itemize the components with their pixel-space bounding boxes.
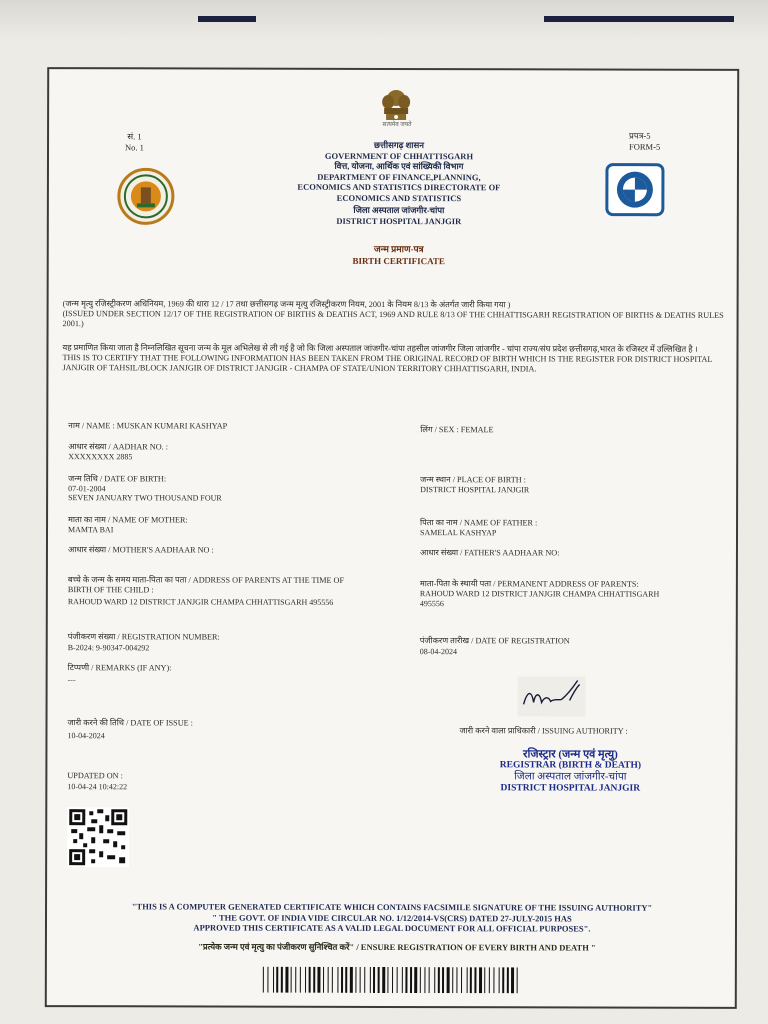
certification-english: THIS IS TO CERTIFY THAT THE FOLLOWING INFORMATION HAS BEEN TAKEN FROM THE ORIGINAL RECORD OF BIRTH WHICH IS THE REGISTER FOR DISTRICT HOSPITAL JANJGIR OF TAHSIL/BLOCK JANJGIR OF DISTRICT JANJGIR - CHAMPA OF STATE/UNION TERRITORY CHHATTISGARH, INDIA.: [62, 353, 713, 374]
aadhar-label: आधार संख्या / AADHAR NO. :: [68, 442, 168, 452]
registration-number-label: पंजीकरण संख्या / REGISTRATION NUMBER:: [67, 632, 220, 642]
remarks-label: टिप्पणी / REMARKS (IF ANY):: [67, 663, 172, 673]
name-field: नाम / NAME : MUSKAN KUMARI KASHYAP: [68, 421, 228, 431]
qr-code-image: [67, 807, 129, 867]
registrar-stamp: [455, 748, 685, 795]
background-edge: [198, 16, 256, 22]
permanent-address-label: माता-पिता के स्थायी पता / PERMANENT ADDRESS OF PARENTS:: [419, 579, 639, 589]
footer-note-line: " THE GOVT. OF INDIA VIDE CIRCULAR NO. 1/12/2014-VS(CRS) DATED 27-JULY-2015 HAS: [212, 912, 572, 923]
issue-date-value: 10-04-2024: [67, 731, 105, 741]
issuing-department-header: [249, 140, 549, 227]
permanent-address-value: RAHOUD WARD 12 DISTRICT JANJGIR CHAMPA CHHATTISGARH: [419, 589, 660, 599]
form-number-hindi: प्रपत्र-5: [629, 130, 651, 141]
stamp-line: REGISTRAR (BIRTH & DEATH): [499, 760, 642, 771]
serial-number: [125, 131, 144, 153]
footer-note-line: "THIS IS A COMPUTER GENERATED CERTIFICATE WHICH CONTAINS FACSIMILE SIGNATURE OF THE ISSUING AUTHORITY": [131, 901, 653, 913]
stamp-line: DISTRICT HOSPITAL JANJGIR: [500, 783, 641, 794]
background-edge: [544, 16, 734, 22]
mother-name-value: MAMTA BAI: [68, 525, 114, 535]
header-line: ECONOMICS AND STATISTICS: [336, 192, 462, 203]
serial-number-english: No. 1: [125, 142, 144, 153]
footer-note-line: APPROVED THIS CERTIFICATE AS A VALID LEGAL DOCUMENT FOR ALL OFFICIAL PURPOSES".: [193, 922, 591, 934]
stamp-line: जिला अस्पताल जांजगीर-चांपा: [514, 771, 627, 783]
birth-address-label-line: BIRTH OF THE CHILD :: [67, 585, 154, 595]
form-number: [629, 131, 660, 153]
issued-under-english: (ISSUED UNDER SECTION 12/17 OF THE REGISTRATION OF BIRTHS & DEATHS ACT, 1969 AND RULE 8/13 OF THE CHHATTISGARH REGISTRATION OF BIRTHS & DEATHS RULES 2001.): [62, 309, 724, 329]
aadhar-value: XXXXXXXX 2885: [68, 452, 133, 462]
header-line: छत्तीसगढ़ शासन: [374, 139, 424, 151]
header-line: ECONOMICS AND STATISTICS DIRECTORATE OF: [297, 181, 501, 193]
birth-address-label: [68, 575, 344, 596]
header-line: GOVERNMENT OF CHHATTISGARH: [324, 150, 474, 161]
dob-label: जन्म तिथि / DATE OF BIRTH:: [68, 474, 167, 484]
birth-address-label-line: बच्चे के जन्म के समय माता-पिता का पता / ADDRESS OF PARENTS AT THE TIME OF: [67, 575, 345, 585]
registration-number-value: B-2024: 9-90347-004292: [67, 643, 150, 653]
mother-name-label: माता का नाम / NAME OF MOTHER:: [68, 515, 188, 525]
updated-value: 10-04-24 10:42:22: [67, 782, 128, 792]
crs-logo-icon: [605, 163, 665, 217]
certificate-title-hindi: जन्म प्रमाण-पत्र: [373, 243, 424, 255]
pob-value: DISTRICT HOSPITAL JANJGIR: [420, 485, 530, 495]
serial-number-hindi: सं. 1: [127, 131, 142, 142]
header-line: DEPARTMENT OF FINANCE,PLANNING,: [317, 171, 481, 182]
certificate-title-english: BIRTH CERTIFICATE: [352, 255, 445, 267]
signature-image: [518, 676, 586, 716]
ensure-registration-slogan: "प्रत्येक जन्म एवं मृत्यु का पंजीकरण सुनिश्चित करें" / ENSURE REGISTRATION OF EVERY BIRTH AND DEATH ": [198, 941, 596, 953]
birth-address-value: RAHOUD WARD 12 DISTRICT JANJGIR CHAMPA CHHATTISGARH 495556: [67, 597, 334, 607]
father-name-value: SAMELAL KASHYAP: [420, 528, 497, 538]
sex-field: लिंग / SEX : FEMALE: [420, 425, 494, 435]
stamp-line: रजिस्ट्रार (जन्म एवं मृत्यु): [522, 748, 618, 761]
pob-label: जन्म स्थान / PLACE OF BIRTH :: [420, 475, 526, 485]
emblem-caption: सत्यमेव जयते: [382, 121, 412, 129]
certification-paragraph: [62, 343, 732, 375]
issuing-authority-label: जारी करने वाला प्राधिकारी / ISSUING AUTHORITY :: [459, 726, 628, 736]
certificate-title: [249, 243, 549, 268]
birth-certificate-document: [45, 67, 739, 1009]
header-line: DISTRICT HOSPITAL JANJGIR: [336, 215, 462, 226]
barcode-image: [261, 967, 521, 994]
registration-date-value: 08-04-2024: [419, 647, 458, 657]
header-line: जिला अस्पताल जांजगीर-चांपा: [353, 204, 445, 216]
header-line: वित्त, योजना, आर्थिक एवं सांख्यिकी विभाग: [334, 160, 464, 172]
permanent-address-pin: 495556: [419, 599, 444, 609]
registration-date-label: पंजीकरण तारीख / DATE OF REGISTRATION: [419, 636, 570, 646]
form-number-english: FORM-5: [629, 141, 661, 152]
father-aadhaar-label: आधार संख्या / FATHER'S AADHAAR NO:: [419, 548, 560, 558]
issued-under-paragraph: [63, 299, 733, 331]
certification-hindi: यह प्रमाणित किया जाता है निम्नलिखित सूचना जन्म के मूल अभिलेख से ली गई है जो कि जिला अस्पताल जांजगीर-चांपा तहसील जांजगीर जिला जांजगीर - चांपा राज्य/संघ प्रदेश छत्तीसगढ़,भारत के रजिस्टर में उल्लिखित है ।: [62, 343, 698, 354]
dob-words: SEVEN JANUARY TWO THOUSAND FOUR: [68, 493, 222, 503]
chhattisgarh-seal-icon: [117, 167, 175, 225]
father-name-label: पिता का नाम / NAME OF FATHER :: [420, 518, 538, 528]
dob-value: 07-01-2004: [68, 484, 106, 494]
computer-generated-note: [107, 901, 677, 934]
mother-aadhaar-label: आधार संख्या / MOTHER'S AADHAAR NO :: [67, 545, 214, 555]
issue-date-label: जारी करने की तिथि / DATE OF ISSUE :: [67, 718, 193, 728]
updated-label: UPDATED ON :: [67, 771, 123, 781]
remarks-value: ---: [67, 675, 76, 685]
issued-under-hindi: (जन्म मृत्यु रजिस्ट्रीकरण अधिनियम, 1969 की धारा 12 / 17 तथा छत्तीसगढ़ जन्म मृत्यु रजिस्ट्रीकरण नियम, 2001 के नियम 8/13 के अंतर्गत जारी किया गया ): [62, 299, 511, 310]
